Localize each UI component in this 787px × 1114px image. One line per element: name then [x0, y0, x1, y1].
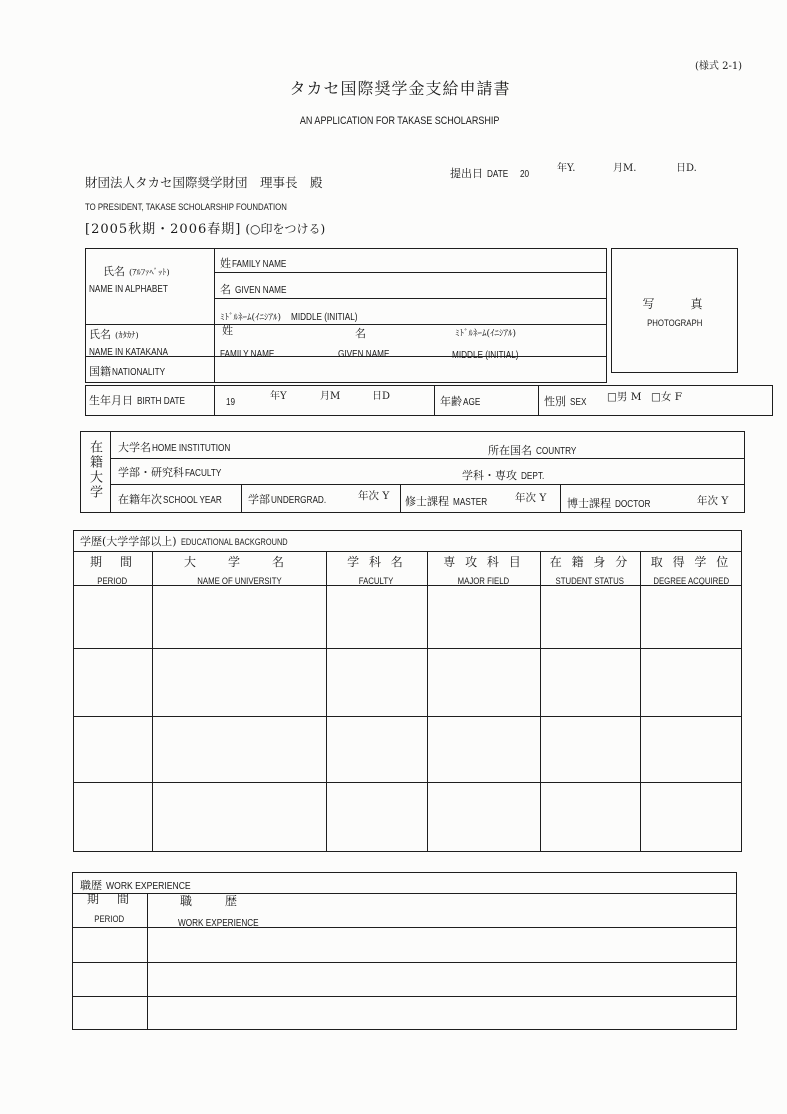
name-katakana-label-note: (ｶﾀｶﾅ) — [115, 331, 139, 341]
master-jp: 修士課程 — [405, 495, 449, 508]
faculty-en: FACULTY — [185, 468, 222, 479]
birth-year-label: 年Y — [270, 391, 287, 402]
birth-century-text: 19 — [226, 397, 236, 408]
doctor-en: DOCTOR — [615, 499, 651, 510]
education-col-degree-en: DEGREE ACQUIRED — [653, 576, 729, 587]
family-name-en: FAMILY NAME — [232, 259, 287, 270]
education-col-status-en: STUDENT STATUS — [555, 576, 625, 587]
sex-male-checkbox: □男 M — [607, 391, 642, 403]
term-selection — [85, 220, 325, 236]
age-label-en: AGE — [463, 397, 481, 408]
photo-label-en — [611, 313, 738, 329]
name-katakana-label-en — [89, 342, 185, 358]
nationality-label-en: NATIONALITY — [112, 367, 166, 378]
birth-month-label: 月M — [320, 391, 341, 402]
table-rule — [560, 484, 561, 513]
kana-middle-jp: ﾐﾄﾞﾙﾈｰﾑ(ｲﾆｼｱﾙ) — [455, 329, 517, 339]
page-title: タカセ国際奨学金支給申請書 — [289, 79, 511, 98]
table-rule — [214, 248, 215, 383]
education-title-jp: 学歴(大学学部以上) — [80, 535, 177, 548]
name-alphabet-label — [103, 262, 170, 278]
addressee-en — [85, 197, 331, 213]
education-col-university — [152, 556, 326, 587]
education-col-status — [540, 556, 640, 587]
addressee-jp: 財団法人タカセ国際奨学財団 理事長 殿 — [85, 175, 323, 190]
kana-family-en — [220, 344, 286, 360]
current-university-side-label: 在籍大学 — [87, 440, 102, 500]
table-rule — [110, 458, 745, 459]
faculty-label — [118, 463, 229, 479]
dept-en: DEPT. — [521, 471, 545, 482]
table-rule — [538, 385, 539, 416]
age-label — [440, 392, 484, 408]
work-col-period-jp: 期 間 — [86, 892, 132, 906]
work-col-period-en: PERIOD — [94, 914, 125, 925]
birth-date-label-en: BIRTH DATE — [137, 396, 185, 407]
master-label — [405, 492, 495, 508]
given-name-en: GIVEN NAME — [235, 285, 287, 296]
photo-label-jp: 写 真 — [642, 297, 707, 311]
term-instruction: (○印をつける) — [245, 222, 326, 236]
work-title-en: WORK EXPERIENCE — [106, 880, 191, 892]
school-year-label — [118, 490, 235, 506]
page-subtitle — [250, 111, 550, 127]
education-col-degree — [640, 556, 742, 587]
work-row — [72, 962, 737, 996]
master-en: MASTER — [453, 497, 488, 508]
work-title — [80, 876, 209, 892]
education-col-major — [427, 556, 540, 587]
education-row — [73, 782, 742, 852]
form-number: (様式 2-1) — [695, 61, 743, 72]
education-col-major-en: MAJOR FIELD — [457, 576, 510, 587]
doctor-jp: 博士課程 — [567, 497, 611, 510]
doctor-year: 年次 Y — [697, 495, 729, 507]
country-en: COUNTRY — [536, 446, 577, 457]
given-name-field — [220, 280, 298, 296]
undergrad-en: UNDERGRAD. — [271, 495, 327, 506]
master-year: 年次 Y — [515, 492, 547, 504]
date-year-prefix — [520, 164, 531, 180]
kana-given-en — [338, 344, 401, 360]
education-col-faculty-jp: 学 科 名 — [347, 555, 406, 569]
date-year-prefix-text: 20 — [520, 169, 530, 180]
sex-female-checkbox: □女 F — [651, 391, 683, 403]
birth-day-label: 日D — [372, 391, 391, 402]
given-name-jp: 名 — [220, 283, 231, 296]
date-day-label: 日D. — [676, 163, 697, 174]
name-alphabet-label-en-text: NAME IN ALPHABET — [89, 284, 168, 295]
term-options: [2005秋期・2006春期] — [85, 222, 242, 237]
table-rule — [72, 893, 737, 894]
work-col-experience-en-text: WORK EXPERIENCE — [178, 918, 259, 929]
table-rule — [400, 484, 401, 513]
dept-label — [462, 466, 549, 482]
table-rule — [214, 298, 607, 299]
education-row — [73, 585, 742, 648]
home-institution-label — [118, 438, 248, 454]
doctor-label — [567, 494, 658, 510]
kana-family-en-text: FAMILY NAME — [220, 349, 275, 360]
middle-name-en: MIDDLE (INITIAL) — [291, 312, 358, 323]
birth-century — [226, 392, 237, 408]
dept-jp: 学科・専攻 — [462, 469, 517, 482]
kana-middle-en — [452, 345, 533, 361]
undergrad-label — [248, 490, 338, 506]
date-year-label: 年Y. — [557, 163, 576, 174]
table-rule — [85, 324, 607, 325]
sex-label-en: SEX — [570, 397, 587, 408]
education-col-university-en: NAME OF UNIVERSITY — [196, 576, 282, 587]
middle-name-field — [220, 307, 372, 323]
name-katakana-label — [89, 325, 139, 341]
undergrad-year: 年次 Y — [358, 490, 390, 502]
home-institution-jp: 大学名 — [118, 441, 151, 454]
table-rule — [241, 484, 242, 513]
submission-date-label — [450, 164, 513, 180]
education-col-degree-jp: 取 得 学 位 — [650, 555, 732, 569]
submission-date-label-jp: 提出日 — [450, 167, 483, 180]
sex-label — [544, 392, 590, 408]
name-katakana-label-en-text: NAME IN KATAKANA — [89, 347, 168, 358]
name-alphabet-label-jp: 氏名 — [103, 265, 125, 278]
date-month-label: 月M. — [613, 163, 637, 174]
birth-date-label-jp: 生年月日 — [89, 394, 133, 407]
submission-date-label-en: DATE — [487, 169, 509, 180]
education-title-en: EDUCATIONAL BACKGROUND — [180, 537, 288, 547]
education-row — [73, 648, 742, 716]
education-row — [73, 716, 742, 782]
home-institution-en: HOME INSTITUTION — [152, 443, 231, 454]
education-col-major-jp: 専 攻 科 目 — [443, 555, 524, 569]
faculty-jp: 学部・研究科 — [118, 466, 184, 479]
birth-date-label — [89, 391, 196, 407]
nationality-label-jp: 国籍 — [89, 365, 111, 378]
kana-given-jp: 名 — [355, 327, 366, 340]
table-rule — [214, 385, 215, 416]
table-rule — [110, 484, 745, 485]
table-rule — [434, 385, 435, 416]
sex-label-jp: 性別 — [544, 395, 566, 408]
photo-label-en-text: PHOTOGRAPH — [646, 318, 703, 329]
work-row — [72, 927, 737, 962]
name-katakana-label-jp: 氏名 — [89, 328, 111, 341]
family-name-jp: 姓 — [220, 257, 231, 270]
work-title-jp: 職歴 — [80, 879, 102, 892]
addressee-en-text: TO PRESIDENT, TAKASE SCHOLARSHIP FOUNDATION — [85, 202, 287, 213]
education-col-faculty — [326, 556, 427, 587]
kana-family-jp: 姓 — [222, 324, 233, 337]
work-row — [72, 996, 737, 1030]
education-col-faculty-en: FACULTY — [359, 576, 394, 587]
country-jp: 所在国名 — [488, 444, 532, 457]
name-alphabet-label-note: (ｱﾙﾌｧﾍﾞｯﾄ) — [129, 268, 170, 278]
nationality-label — [89, 362, 177, 378]
school-year-jp: 在籍年次 — [118, 493, 162, 506]
education-col-university-jp: 大 学 名 — [183, 555, 294, 569]
middle-name-jp: ﾐﾄﾞﾙﾈｰﾑ(ｲﾆｼｱﾙ) — [220, 313, 282, 323]
education-col-status-jp: 在 籍 身 分 — [549, 555, 631, 569]
education-col-period-en: PERIOD — [97, 576, 128, 587]
education-col-period-jp: 期 間 — [89, 555, 135, 569]
education-col-period — [73, 556, 152, 587]
country-label — [488, 441, 585, 457]
work-col-period — [72, 893, 147, 925]
school-year-en: SCHOOL YEAR — [163, 495, 222, 506]
undergrad-jp: 学部 — [248, 493, 270, 506]
name-alphabet-label-en — [89, 279, 185, 295]
kana-middle-en-text: MIDDLE (INITIAL) — [452, 350, 519, 361]
work-col-experience-jp: 職 歴 — [180, 894, 241, 908]
table-rule — [73, 551, 742, 552]
education-title — [80, 532, 311, 548]
kana-given-en-text: GIVEN NAME — [338, 349, 390, 360]
table-rule — [214, 272, 607, 273]
table-rule — [110, 431, 111, 513]
age-label-jp: 年齢 — [440, 395, 462, 408]
page-subtitle-text: AN APPLICATION FOR TAKASE SCHOLARSHIP — [300, 115, 500, 127]
family-name-field — [220, 254, 298, 270]
